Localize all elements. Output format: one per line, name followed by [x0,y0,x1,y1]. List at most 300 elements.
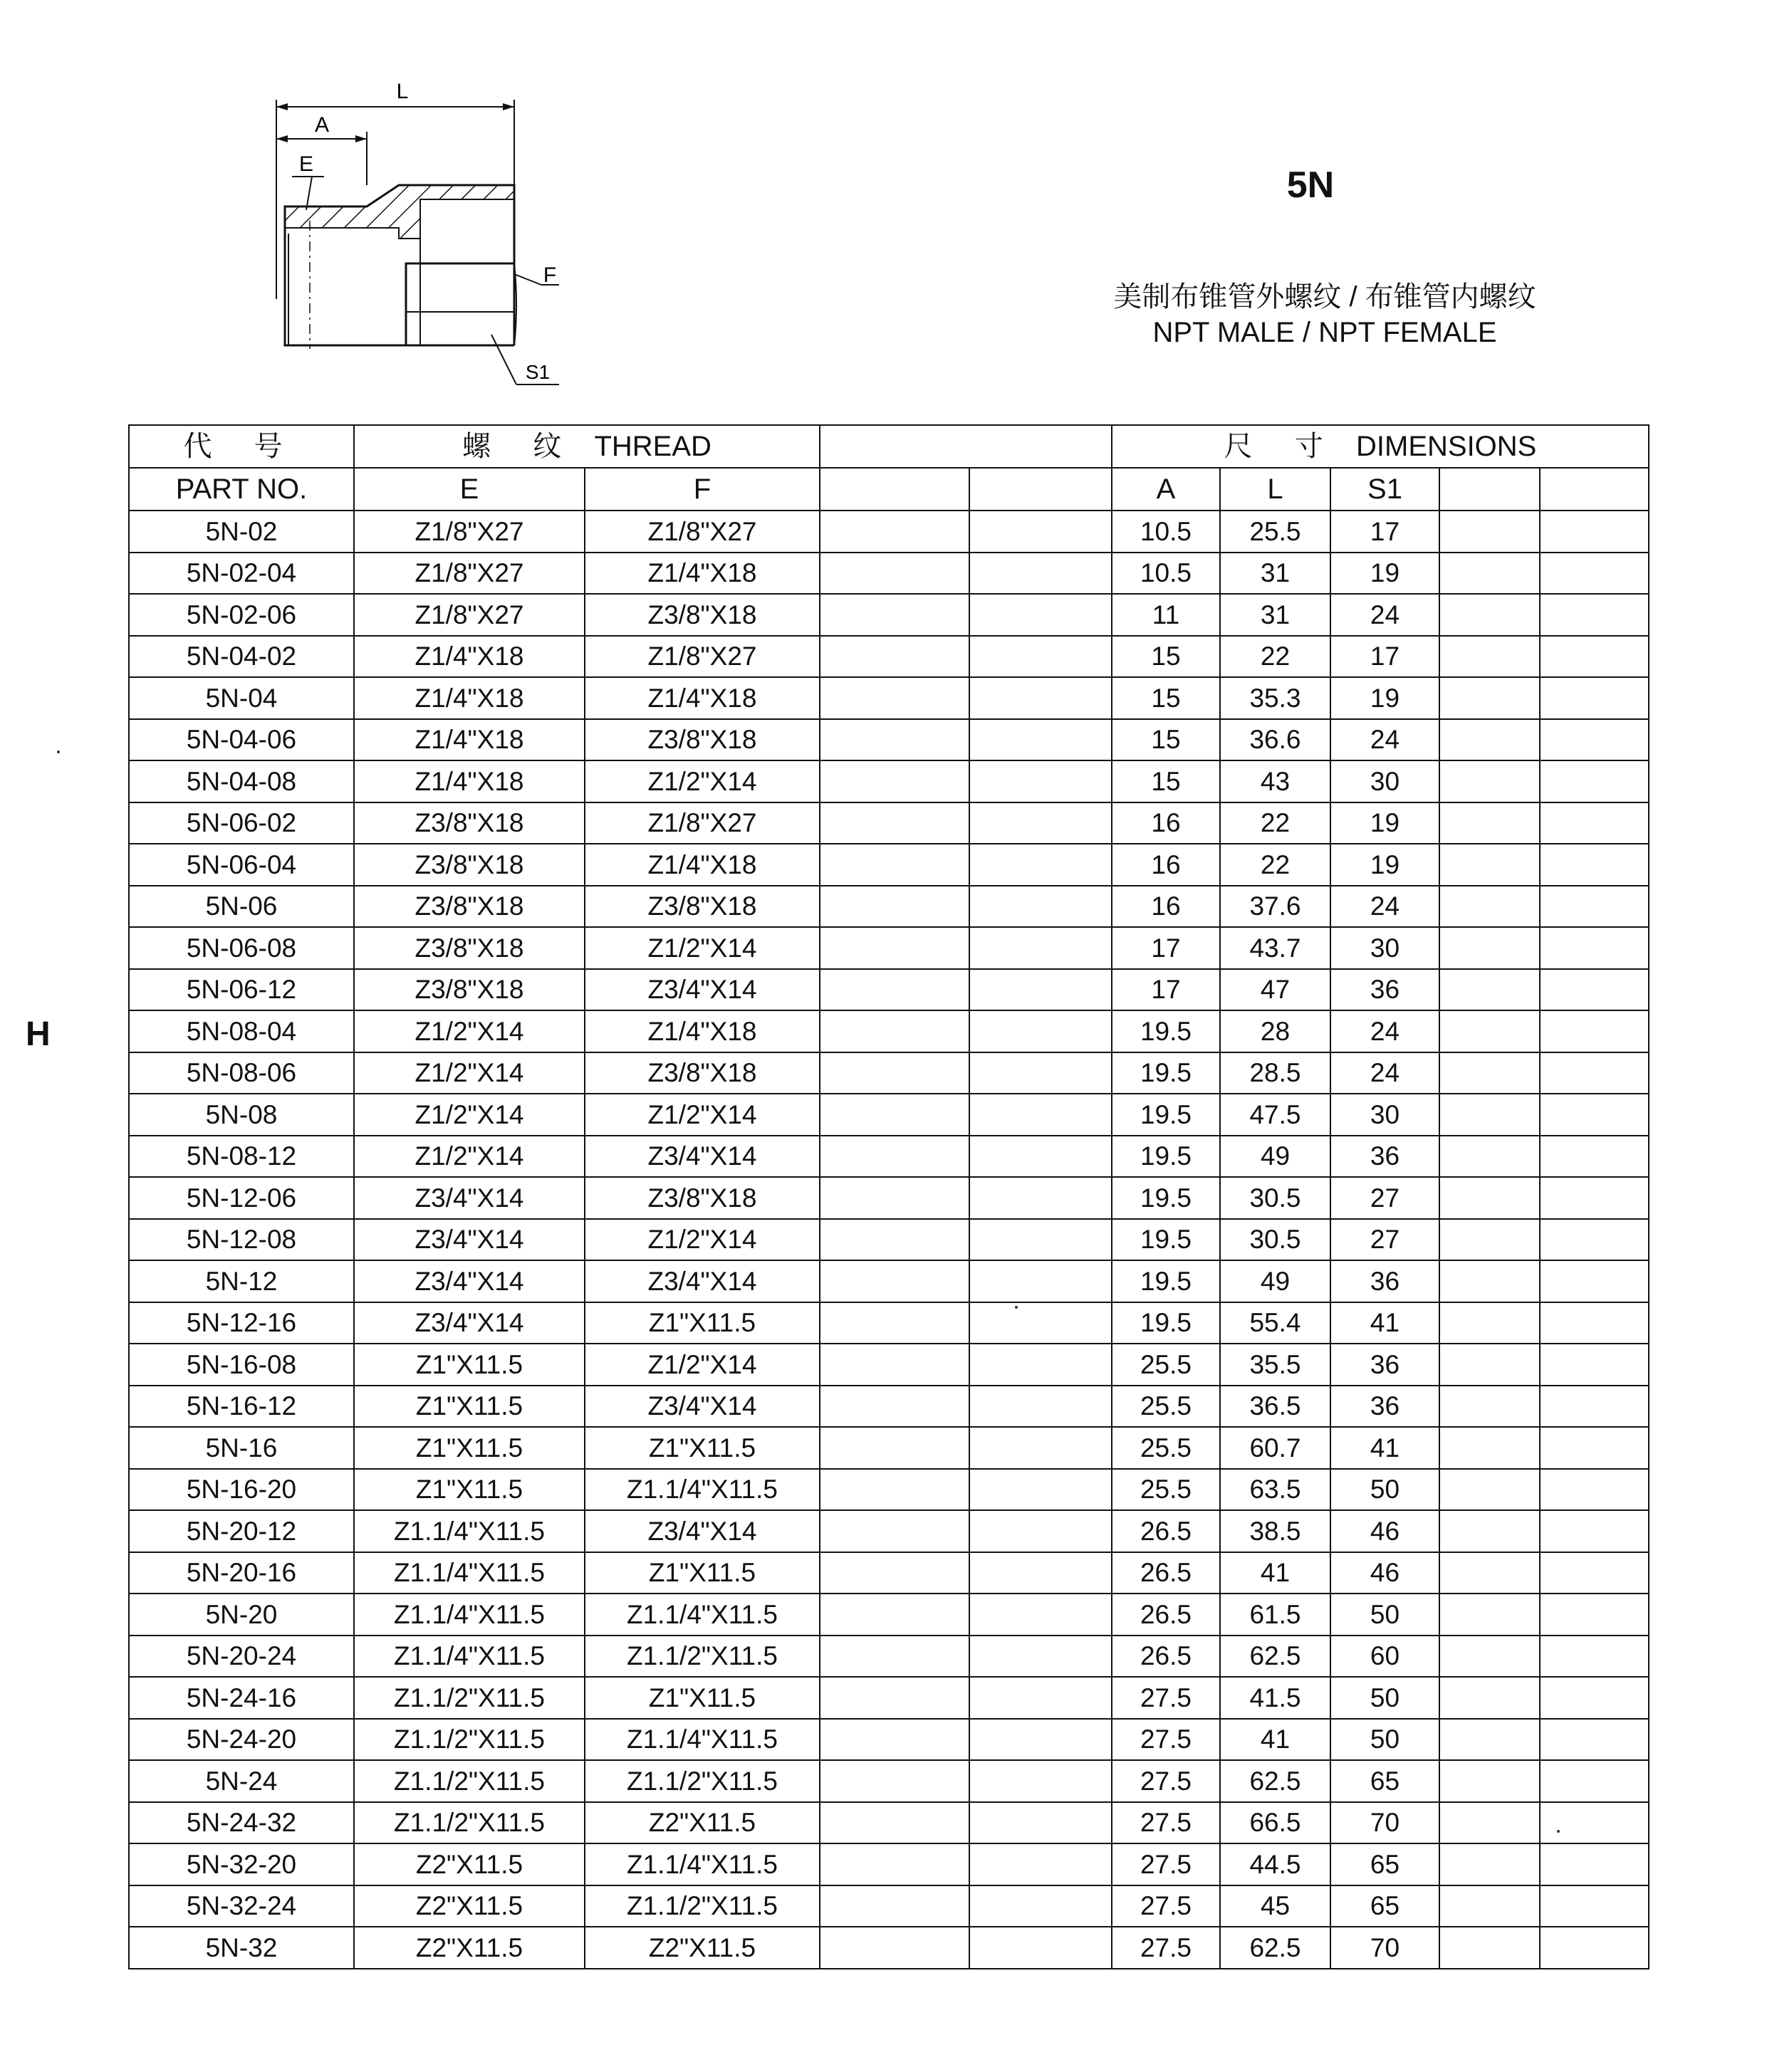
part-no-cell: 5N-32 [129,1927,354,1969]
dim-l-cell: 62.5 [1220,1636,1330,1678]
dim-s1-cell: 24 [1330,1010,1439,1052]
dim-a-cell: 27.5 [1112,1885,1220,1927]
dim-l-cell: 63.5 [1220,1469,1330,1511]
thread-e-cell: Z3/8"X18 [354,886,585,928]
blank-cell [1540,1636,1649,1678]
blank-cell [1540,719,1649,761]
dim-l-cell: 49 [1220,1260,1330,1302]
table-row [129,636,1649,678]
thread-e-cell: Z2"X11.5 [354,1843,585,1885]
dim-s1-cell: 41 [1330,1302,1439,1344]
thread-f-cell: Z3/8"X18 [585,594,820,636]
dim-l-cell: 41.5 [1220,1677,1330,1719]
blank-cell [1439,886,1540,928]
dim-s1-cell: 65 [1330,1760,1439,1802]
blank-cell [1439,844,1540,886]
dim-s1-cell: 30 [1330,760,1439,802]
dim-l-cell: 43 [1220,760,1330,802]
table-row [129,844,1649,886]
blank-cell [820,1052,969,1094]
label-A: A [314,113,330,137]
dim-a-cell: 25.5 [1112,1386,1220,1428]
blank-cell [1439,636,1540,678]
table-row [129,1136,1649,1178]
table-row [129,1843,1649,1885]
dim-l-cell: 22 [1220,844,1330,886]
part-no-cell: 5N-08 [129,1094,354,1136]
dim-l-cell: 22 [1220,802,1330,844]
thread-f-cell: Z3/4"X14 [585,1510,820,1552]
scan-speck [57,750,60,753]
part-no-header-cn: 代 号 [129,425,354,468]
blank-cell [969,677,1112,719]
dim-s1-cell: 41 [1330,1427,1439,1469]
blank-cell [1540,511,1649,553]
dim-l-cell: 62.5 [1220,1760,1330,1802]
header-row-1 [129,425,1649,468]
dim-a-cell: 16 [1112,802,1220,844]
thread-f-cell: Z1/2"X14 [585,1219,820,1261]
blank-cell [969,1052,1112,1094]
part-no-cell: 5N-02-04 [129,553,354,595]
blank-cell [820,1427,969,1469]
blank-cell [1540,1760,1649,1802]
blank-cell [820,719,969,761]
blank-cell [820,1136,969,1178]
thread-e-cell: Z1"X11.5 [354,1427,585,1469]
label-F: F [543,263,557,287]
blank-cell [1439,1760,1540,1802]
blank-cell [820,1885,969,1927]
blank-cell [820,1719,969,1761]
blank-cell [1439,1302,1540,1344]
thread-f-cell: Z2"X11.5 [585,1802,820,1844]
blank-cell [1540,636,1649,678]
blank-cell [1439,1885,1540,1927]
blank-cell [820,1219,969,1261]
col-s1-header: S1 [1330,468,1439,511]
dim-s1-cell: 46 [1330,1552,1439,1594]
part-no-cell: 5N-04-06 [129,719,354,761]
blank-cell [1439,1927,1540,1969]
blank-cell [1540,927,1649,969]
dim-a-cell: 26.5 [1112,1510,1220,1552]
dim-s1-cell: 36 [1330,1260,1439,1302]
dim-a-cell: 19.5 [1112,1010,1220,1052]
thread-e-cell: Z1.1/2"X11.5 [354,1719,585,1761]
blank-cell [820,1594,969,1636]
table-row [129,1427,1649,1469]
thread-f-cell: Z1"X11.5 [585,1677,820,1719]
dim-l-cell: 38.5 [1220,1510,1330,1552]
thread-f-cell: Z3/8"X18 [585,886,820,928]
dim-l-cell: 60.7 [1220,1427,1330,1469]
description-en: NPT MALE / NPT FEMALE [1152,317,1497,348]
part-no-cell: 5N-12-08 [129,1219,354,1261]
table-row [129,760,1649,802]
thread-e-cell: Z3/8"X18 [354,802,585,844]
description-cn: 美制布锥管外螺纹 / 布锥管内螺纹 [1113,281,1536,313]
blank-cell [969,1136,1112,1178]
blank-cell [1540,1719,1649,1761]
col-e-header: E [354,468,585,511]
blank-cell [1439,1260,1540,1302]
table-row [129,1885,1649,1927]
table-row [129,1760,1649,1802]
thread-e-cell: Z1/2"X14 [354,1010,585,1052]
thread-header [354,425,820,468]
part-no-cell: 5N-16 [129,1427,354,1469]
blank-cell [1439,553,1540,595]
blank-cell [1439,1677,1540,1719]
thread-e-cell: Z1.1/2"X11.5 [354,1802,585,1844]
dim-l-cell: 28 [1220,1010,1330,1052]
dim-a-cell: 19.5 [1112,1094,1220,1136]
table-row [129,1510,1649,1552]
table-row [129,1594,1649,1636]
dim-a-cell: 19.5 [1112,1302,1220,1344]
thread-e-cell: Z1"X11.5 [354,1344,585,1386]
thread-f-cell: Z1/4"X18 [585,677,820,719]
blank-cell [1540,1219,1649,1261]
table-row [129,1094,1649,1136]
blank-cell [969,1386,1112,1428]
blank-cell [820,1344,969,1386]
blank-cell [1540,969,1649,1011]
fitting-drawing [256,71,584,399]
thread-e-cell: Z1.1/4"X11.5 [354,1594,585,1636]
thread-f-cell: Z1"X11.5 [585,1427,820,1469]
dim-l-cell: 31 [1220,553,1330,595]
dim-s1-cell: 60 [1330,1636,1439,1678]
blank-cell [1540,1469,1649,1511]
blank-cell [969,1510,1112,1552]
blank-cell [820,760,969,802]
table-row [129,1344,1649,1386]
part-no-cell: 5N-02-06 [129,594,354,636]
dim-s1-cell: 36 [1330,1136,1439,1178]
dim-l-cell: 55.4 [1220,1302,1330,1344]
blank-cell [969,1843,1112,1885]
dim-s1-cell: 19 [1330,844,1439,886]
part-no-cell: 5N-08-04 [129,1010,354,1052]
thread-e-cell: Z1.1/4"X11.5 [354,1552,585,1594]
thread-f-cell: Z1.1/4"X11.5 [585,1843,820,1885]
part-no-cell: 5N-04 [129,677,354,719]
dim-l-cell: 62.5 [1220,1927,1330,1969]
dim-a-cell: 27.5 [1112,1802,1220,1844]
dim-s1-cell: 24 [1330,1052,1439,1094]
thread-e-cell: Z1/8"X27 [354,594,585,636]
dim-s1-cell: 24 [1330,719,1439,761]
dim-l-cell: 30.5 [1220,1219,1330,1261]
dim-s1-cell: 30 [1330,927,1439,969]
part-no-cell: 5N-12-06 [129,1177,354,1219]
dim-s1-cell: 27 [1330,1177,1439,1219]
table-row [129,1302,1649,1344]
dim-a-cell: 15 [1112,636,1220,678]
table-row [129,927,1649,969]
thread-f-cell: Z1"X11.5 [585,1302,820,1344]
thread-e-cell: Z1/4"X18 [354,719,585,761]
label-E: E [298,152,314,176]
thread-header-en: THREAD [594,431,712,462]
side-letter: H [26,1015,51,1053]
thread-f-cell: Z3/4"X14 [585,1260,820,1302]
part-no-cell: 5N-24 [129,1760,354,1802]
part-no-cell: 5N-02 [129,511,354,553]
thread-f-cell: Z3/4"X14 [585,1386,820,1428]
table-row [129,719,1649,761]
part-no-cell: 5N-04-08 [129,760,354,802]
blank-cell [969,1427,1112,1469]
blank-cell [1540,594,1649,636]
dim-a-cell: 19.5 [1112,1219,1220,1261]
dim-a-cell: 11 [1112,594,1220,636]
dim-s1-cell: 65 [1330,1843,1439,1885]
blank-cell [1439,1177,1540,1219]
dim-l-cell: 61.5 [1220,1594,1330,1636]
dim-a-cell: 27.5 [1112,1719,1220,1761]
thread-e-cell: Z3/4"X14 [354,1302,585,1344]
blank-cell [1540,553,1649,595]
blank-cell [1540,1260,1649,1302]
dim-s1-cell: 36 [1330,1386,1439,1428]
table-row [129,969,1649,1011]
dim-s1-cell: 17 [1330,511,1439,553]
thread-e-cell: Z1/2"X14 [354,1094,585,1136]
dim-a-cell: 19.5 [1112,1052,1220,1094]
blank-cell [1540,1010,1649,1052]
thread-f-cell: Z1.1/4"X11.5 [585,1719,820,1761]
part-no-cell: 5N-20-16 [129,1552,354,1594]
blank-cell [1540,1177,1649,1219]
dim-a-cell: 25.5 [1112,1344,1220,1386]
blank-cell [1439,468,1540,511]
thread-f-cell: Z3/8"X18 [585,1052,820,1094]
blank-cell [969,1719,1112,1761]
thread-f-cell: Z2"X11.5 [585,1927,820,1969]
thread-f-cell: Z1.1/2"X11.5 [585,1885,820,1927]
blank-cell [1540,1344,1649,1386]
dim-l-cell: 49 [1220,1136,1330,1178]
table-row [129,1386,1649,1428]
blank-cell [1540,844,1649,886]
thread-f-cell: Z1"X11.5 [585,1552,820,1594]
dim-l-cell: 45 [1220,1885,1330,1927]
blank-cell [1439,1802,1540,1844]
thread-e-cell: Z2"X11.5 [354,1927,585,1969]
dimensions-header-cn: 尺 寸 [1224,431,1340,462]
blank-cell [820,1260,969,1302]
thread-f-cell: Z1/8"X27 [585,802,820,844]
dim-a-cell: 17 [1112,927,1220,969]
blank-cell [1439,1510,1540,1552]
blank-cell [820,1927,969,1969]
dimensions-header [1112,425,1649,468]
part-no-header-en: PART NO. [129,468,354,511]
dim-a-cell: 27.5 [1112,1760,1220,1802]
table-row [129,1260,1649,1302]
thread-e-cell: Z1.1/4"X11.5 [354,1636,585,1678]
blank-cell [969,1636,1112,1678]
part-no-cell: 5N-24-16 [129,1677,354,1719]
blank-cell [969,886,1112,928]
thread-f-cell: Z1.1/4"X11.5 [585,1594,820,1636]
table-row [129,1927,1649,1969]
dim-a-cell: 19.5 [1112,1177,1220,1219]
thread-f-cell: Z1/2"X14 [585,927,820,969]
blank-header [820,425,1112,468]
blank-cell [1540,1885,1649,1927]
product-code: 5N [1286,164,1335,206]
dim-l-cell: 43.7 [1220,927,1330,969]
blank-cell [969,594,1112,636]
blank-cell [1540,677,1649,719]
dim-s1-cell: 36 [1330,1344,1439,1386]
blank-cell [1439,1469,1540,1511]
part-no-cell: 5N-06-12 [129,969,354,1011]
dim-s1-cell: 70 [1330,1927,1439,1969]
dim-a-cell: 15 [1112,760,1220,802]
blank-cell [969,1469,1112,1511]
blank-cell [969,1302,1112,1344]
blank-cell [969,468,1112,511]
blank-cell [1439,1594,1540,1636]
blank-cell [820,677,969,719]
blank-cell [1540,1677,1649,1719]
dim-s1-cell: 27 [1330,1219,1439,1261]
blank-cell [1439,511,1540,553]
thread-e-cell: Z1/4"X18 [354,636,585,678]
part-no-cell: 5N-06-08 [129,927,354,969]
dim-a-cell: 27.5 [1112,1843,1220,1885]
dim-a-cell: 27.5 [1112,1927,1220,1969]
dim-a-cell: 16 [1112,844,1220,886]
thread-e-cell: Z1/8"X27 [354,511,585,553]
blank-cell [1540,1843,1649,1885]
header-row-2 [129,468,1649,511]
blank-cell [969,802,1112,844]
dim-s1-cell: 17 [1330,636,1439,678]
blank-cell [820,1802,969,1844]
dim-a-cell: 19.5 [1112,1136,1220,1178]
dim-a-cell: 10.5 [1112,511,1220,553]
blank-cell [1439,1552,1540,1594]
dim-l-cell: 37.6 [1220,886,1330,928]
thread-e-cell: Z2"X11.5 [354,1885,585,1927]
part-no-cell: 5N-32-20 [129,1843,354,1885]
blank-cell [969,1552,1112,1594]
blank-cell [1439,1386,1540,1428]
table-row [129,1052,1649,1094]
dim-a-cell: 17 [1112,969,1220,1011]
blank-cell [820,886,969,928]
thread-e-cell: Z1.1/2"X11.5 [354,1760,585,1802]
dim-s1-cell: 19 [1330,677,1439,719]
blank-cell [969,969,1112,1011]
thread-f-cell: Z3/8"X18 [585,1177,820,1219]
dim-s1-cell: 46 [1330,1510,1439,1552]
blank-cell [969,1177,1112,1219]
blank-cell [820,1636,969,1678]
thread-f-cell: Z3/4"X14 [585,1136,820,1178]
blank-cell [1439,1010,1540,1052]
blank-cell [1439,719,1540,761]
thread-f-cell: Z1.1/4"X11.5 [585,1469,820,1511]
thread-e-cell: Z3/4"X14 [354,1260,585,1302]
dim-a-cell: 26.5 [1112,1552,1220,1594]
dim-a-cell: 16 [1112,886,1220,928]
dim-l-cell: 35.3 [1220,677,1330,719]
blank-cell [820,553,969,595]
blank-cell [820,1552,969,1594]
thread-e-cell: Z1/2"X14 [354,1136,585,1178]
part-no-cell: 5N-20-24 [129,1636,354,1678]
blank-cell [969,1760,1112,1802]
dim-s1-cell: 50 [1330,1677,1439,1719]
table-row [129,886,1649,928]
part-no-cell: 5N-24-32 [129,1802,354,1844]
blank-cell [1439,1719,1540,1761]
blank-cell [969,844,1112,886]
dim-a-cell: 25.5 [1112,1469,1220,1511]
table-row [129,553,1649,595]
blank-cell [969,760,1112,802]
part-no-cell: 5N-16-12 [129,1386,354,1428]
thread-e-cell: Z1"X11.5 [354,1386,585,1428]
part-no-cell: 5N-20-12 [129,1510,354,1552]
blank-cell [969,1219,1112,1261]
thread-e-cell: Z1"X11.5 [354,1469,585,1511]
blank-cell [820,1510,969,1552]
table-row [129,1677,1649,1719]
dim-s1-cell: 19 [1330,553,1439,595]
blank-cell [1540,1510,1649,1552]
blank-cell [969,1010,1112,1052]
blank-cell [969,1802,1112,1844]
blank-cell [1540,1802,1649,1844]
thread-f-cell: Z1.1/2"X11.5 [585,1636,820,1678]
thread-header-cn: 螺 纹 [462,431,579,462]
blank-cell [1540,1136,1649,1178]
dim-s1-cell: 30 [1330,1094,1439,1136]
dim-l-cell: 36.6 [1220,719,1330,761]
thread-e-cell: Z3/4"X14 [354,1219,585,1261]
dim-a-cell: 19.5 [1112,1260,1220,1302]
dim-a-cell: 15 [1112,677,1220,719]
blank-cell [1540,1094,1649,1136]
dim-l-cell: 66.5 [1220,1802,1330,1844]
blank-cell [969,1885,1112,1927]
part-no-cell: 5N-20 [129,1594,354,1636]
label-S1: S1 [525,361,551,383]
dim-a-cell: 10.5 [1112,553,1220,595]
blank-cell [1540,468,1649,511]
dim-s1-cell: 50 [1330,1469,1439,1511]
dim-l-cell: 28.5 [1220,1052,1330,1094]
part-no-cell: 5N-06-02 [129,802,354,844]
blank-cell [1439,1219,1540,1261]
dim-a-cell: 25.5 [1112,1427,1220,1469]
dim-l-cell: 35.5 [1220,1344,1330,1386]
dim-s1-cell: 50 [1330,1594,1439,1636]
blank-cell [1540,1052,1649,1094]
table-row [129,677,1649,719]
blank-cell [1540,1927,1649,1969]
blank-cell [820,1010,969,1052]
blank-cell [969,927,1112,969]
